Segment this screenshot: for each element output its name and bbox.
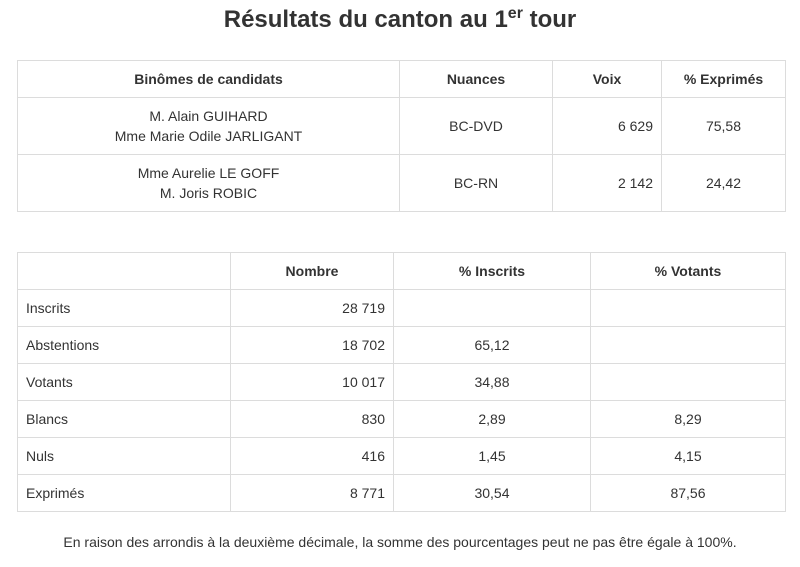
stats-pct-inscrits: 2,89	[394, 401, 591, 438]
candidate-name: M. Alain GUIHARD	[149, 108, 268, 124]
header-nuances: Nuances	[400, 61, 553, 98]
stats-nombre: 416	[231, 438, 394, 475]
stats-row-nuls	[18, 438, 786, 475]
stats-pct-inscrits: 65,12	[394, 327, 591, 364]
stats-pct-inscrits: 1,45	[394, 438, 591, 475]
candidate-name: Mme Marie Odile JARLIGANT	[114, 128, 303, 144]
stats-row-exprimes	[18, 475, 786, 512]
stats-nombre: 18 702	[231, 327, 394, 364]
header-nombre: Nombre	[231, 253, 394, 290]
stats-pct-votants	[591, 290, 786, 327]
stats-header-row	[18, 253, 786, 290]
stats-pct-votants: 87,56	[591, 475, 786, 512]
candidates-results-table	[17, 60, 786, 212]
stats-pct-inscrits: 34,88	[394, 364, 591, 401]
stats-label: Votants	[18, 364, 231, 401]
candidate-voix: 6 629	[553, 98, 662, 155]
stats-row-inscrits	[18, 290, 786, 327]
candidate-names-cell	[18, 98, 400, 155]
candidate-name: Mme Aurelie LE GOFF	[137, 165, 280, 181]
header-pct-votants: % Votants	[591, 253, 786, 290]
candidate-names-cell	[18, 155, 400, 212]
candidate-name: M. Joris ROBIC	[159, 185, 258, 201]
header-pct-inscrits: % Inscrits	[394, 253, 591, 290]
header-voix: Voix	[553, 61, 662, 98]
stats-nombre: 10 017	[231, 364, 394, 401]
stats-pct-votants	[591, 327, 786, 364]
stats-row-votants	[18, 364, 786, 401]
candidates-header-row	[18, 61, 786, 98]
stats-label: Inscrits	[18, 290, 231, 327]
stats-pct-votants: 4,15	[591, 438, 786, 475]
candidate-nuance: BC-DVD	[400, 98, 553, 155]
stats-label: Abstentions	[18, 327, 231, 364]
header-pct-exprimes: % Exprimés	[662, 61, 786, 98]
title-main: Résultats du canton au 1	[223, 6, 508, 33]
rounding-footnote: En raison des arrondis à la deuxième décimale, la somme des pourcentages peut ne pas être égale à 100%.	[63, 534, 737, 550]
header-empty	[18, 253, 231, 290]
stats-pct-votants	[591, 364, 786, 401]
turnout-stats-table	[17, 252, 786, 512]
stats-nombre: 830	[231, 401, 394, 438]
candidate-row	[18, 155, 786, 212]
stats-label: Nuls	[18, 438, 231, 475]
stats-pct-inscrits: 30,54	[394, 475, 591, 512]
stats-pct-votants: 8,29	[591, 401, 786, 438]
stats-row-abstentions	[18, 327, 786, 364]
candidate-voix: 2 142	[553, 155, 662, 212]
stats-nombre: 28 719	[231, 290, 394, 327]
candidate-row	[18, 98, 786, 155]
header-candidates: Binômes de candidats	[18, 61, 400, 98]
candidate-nuance: BC-RN	[400, 155, 553, 212]
stats-label: Blancs	[18, 401, 231, 438]
candidate-pct: 24,42	[662, 155, 786, 212]
stats-row-blancs	[18, 401, 786, 438]
candidate-pct: 75,58	[662, 98, 786, 155]
title-superscript: er	[507, 5, 523, 22]
stats-nombre: 8 771	[231, 475, 394, 512]
stats-pct-inscrits	[394, 290, 591, 327]
page-title	[0, 4, 800, 39]
title-suffix: tour	[522, 6, 577, 33]
stats-label: Exprimés	[18, 475, 231, 512]
